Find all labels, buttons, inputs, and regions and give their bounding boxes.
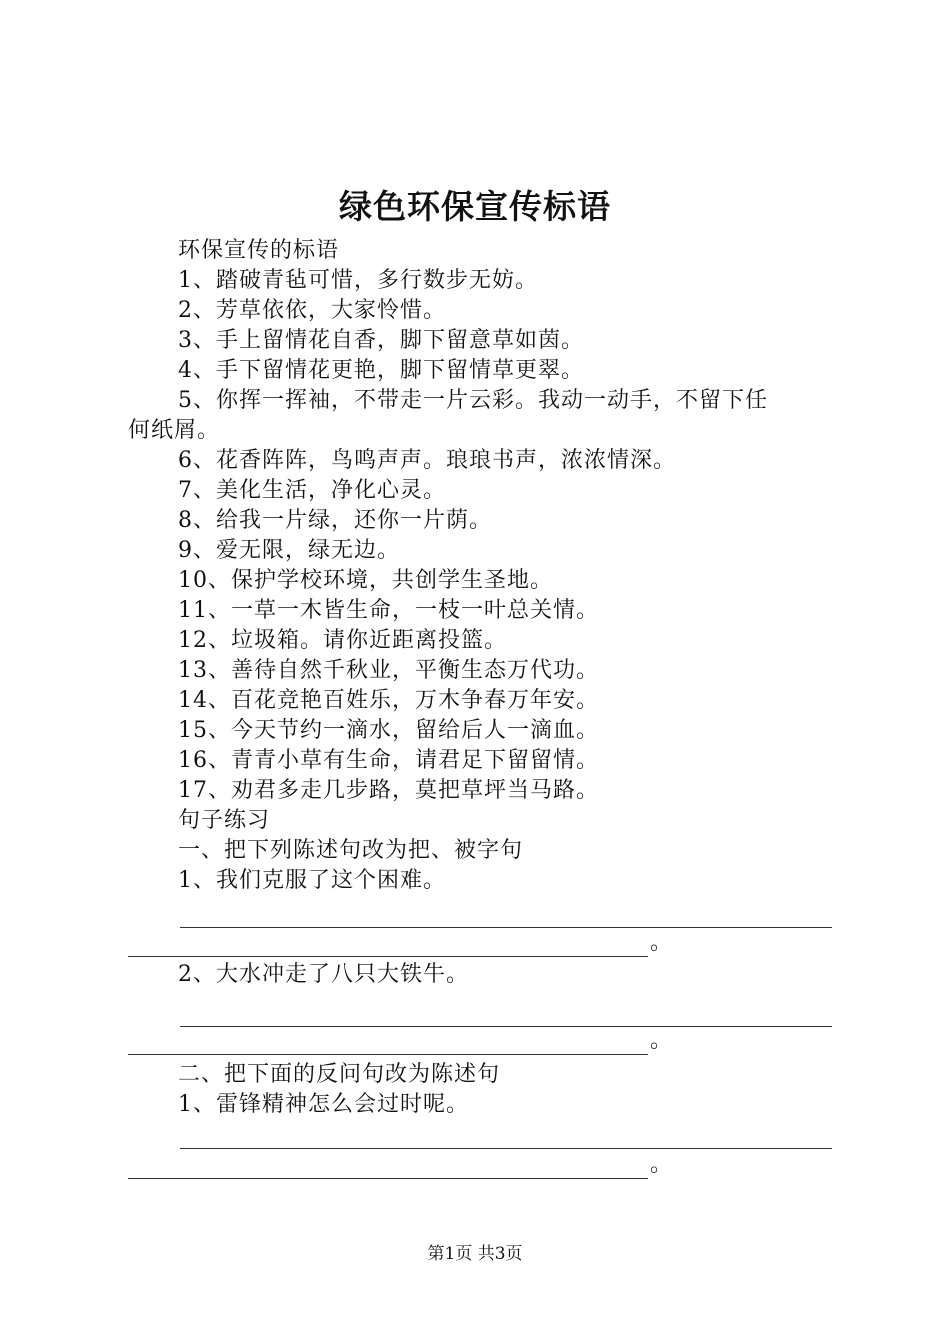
slogan-line: 10、保护学校环境，共创学生圣地。 <box>178 568 553 593</box>
slogan-line: 4、手下留情花更艳，脚下留情草更翠。 <box>178 358 584 383</box>
answer-end-mark: 。 <box>650 1152 673 1177</box>
section-heading: 环保宣传的标语 <box>178 238 340 263</box>
exercise-heading: 一、把下列陈述句改为把、被字句 <box>178 838 524 863</box>
answer-end-mark: 。 <box>650 930 673 955</box>
document-title: 绿色环保宣传标语 <box>339 187 611 226</box>
slogan-line: 14、百花竞艳百姓乐，万木争春万年安。 <box>178 688 599 713</box>
exercise-item: 2、大水冲走了八只大铁牛。 <box>178 962 469 987</box>
answer-line <box>128 1152 834 1184</box>
slogan-line-continuation: 何纸屑。 <box>128 418 221 443</box>
slogan-line: 17、劝君多走几步路，莫把草坪当马路。 <box>178 778 599 803</box>
slogan-line: 13、善待自然千秋业，平衡生态万代功。 <box>178 658 599 683</box>
slogan-line: 3、手上留情花自香，脚下留意草如茵。 <box>178 328 584 353</box>
slogan-line: 9、爱无限，绿无边。 <box>178 538 400 563</box>
answer-line <box>128 896 834 928</box>
answer-line <box>128 1028 834 1060</box>
exercise-item: 1、我们克服了这个困难。 <box>178 868 446 893</box>
page-footer: 第1页 共3页 <box>427 1244 523 1264</box>
slogan-line: 2、芳草依依，大家怜惜。 <box>178 298 446 323</box>
document-body <box>128 236 834 1184</box>
slogan-line: 1、踏破青毡可惜，多行数步无妨。 <box>178 268 538 293</box>
slogan-line: 15、今天节约一滴水，留给后人一滴血。 <box>178 718 599 743</box>
slogan-line: 7、美化生活，净化心灵。 <box>178 478 446 503</box>
exercise-heading: 二、把下面的反问句改为陈述句 <box>178 1062 501 1087</box>
answer-line <box>128 928 834 960</box>
slogan-line: 16、青青小草有生命，请君足下留留情。 <box>178 748 599 773</box>
section-heading: 句子练习 <box>178 808 271 833</box>
answer-line <box>128 990 834 1028</box>
slogan-line: 11、一草一木皆生命，一枝一叶总关情。 <box>178 598 599 623</box>
slogan-line: 6、花香阵阵，鸟鸣声声。琅琅书声，浓浓情深。 <box>178 448 676 473</box>
slogan-line: 12、垃圾箱。请你近距离投篮。 <box>178 628 507 653</box>
exercise-item: 1、雷锋精神怎么会过时呢。 <box>178 1092 469 1117</box>
answer-line <box>128 1120 834 1152</box>
answer-end-mark: 。 <box>650 1028 673 1053</box>
slogan-line: 5、你挥一挥袖，不带走一片云彩。我动一动手，不留下任 <box>178 388 768 413</box>
slogan-line: 8、给我一片绿，还你一片荫。 <box>178 508 492 533</box>
